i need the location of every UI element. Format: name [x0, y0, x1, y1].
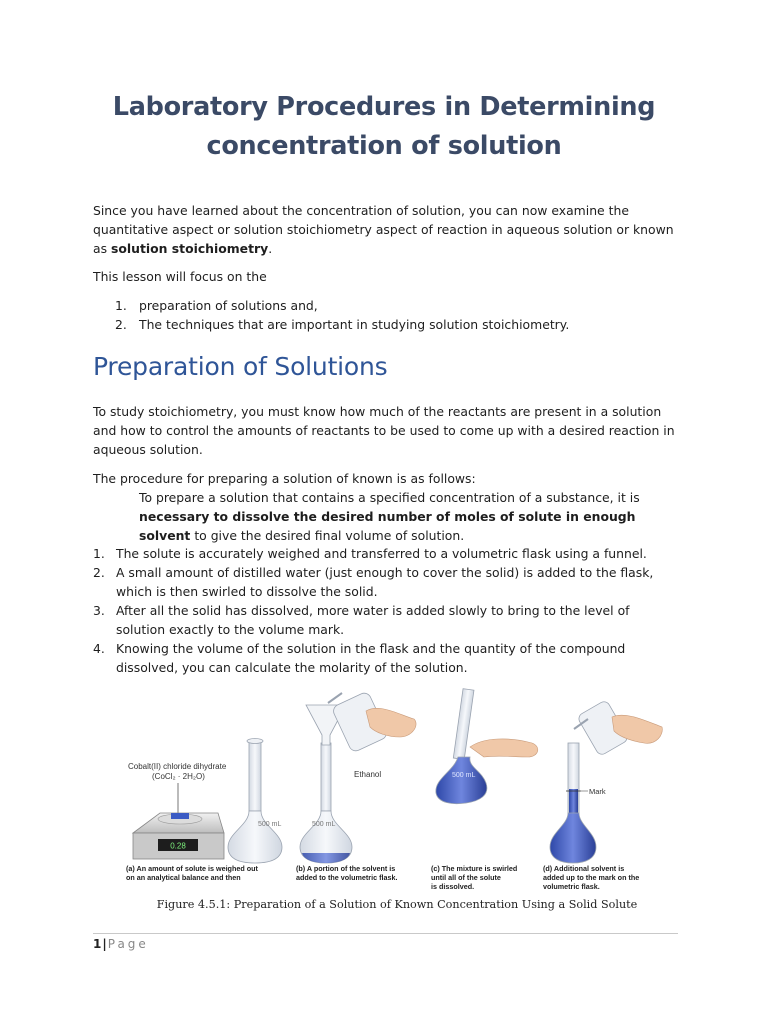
list-item — [93, 296, 678, 315]
panel-a — [126, 762, 259, 882]
panel-c-caption-1: (c) The mixture is swirled — [431, 864, 518, 873]
flask-volume-label: 500 mL — [452, 772, 476, 779]
list-number: 1. — [115, 298, 127, 313]
list-text: The techniques that are important in studying solution stoichiometry. — [139, 317, 570, 332]
panel-c-caption-2: until all of the solute — [431, 873, 501, 882]
procedure-note — [139, 488, 679, 545]
ethanol-wash-bottle-icon — [328, 691, 416, 753]
figure-caption: Figure 4.5.1: Preparation of a Solution of Known Concentration Using a Solid Solute — [156, 898, 638, 911]
panel-d-caption-1: (d) Additional solvent is — [543, 864, 625, 873]
section-paragraph: To study stoichiometry, you must know how much of the reactants are present in a solution and how to control the amounts of reactants to be used to come up with a desired reaction in aqueous solution. — [93, 404, 675, 457]
step-number: 3. — [93, 603, 105, 618]
footer-divider — [93, 933, 678, 934]
footer-separator: | — [102, 937, 107, 951]
intro-paragraph — [93, 201, 678, 258]
panel-b-caption-1: (b) A portion of the solvent is — [296, 864, 396, 873]
panel-b — [296, 691, 416, 882]
solute-label-line2: (CoCl₂ · 2H₂O) — [152, 772, 205, 781]
panel-c — [431, 689, 538, 891]
panel-a-caption-2: on an analytical balance and then — [126, 873, 241, 882]
panel-b-caption-2: added to the volumetric flask. — [296, 873, 398, 882]
list-text: preparation of solutions and, — [139, 298, 318, 313]
list-number: 2. — [115, 317, 127, 332]
step-item — [93, 563, 678, 601]
focus-intro: This lesson will focus on the — [93, 269, 267, 284]
panel-a-caption-1: (a) An amount of solute is weighed out — [126, 864, 258, 873]
solute-sample — [171, 813, 189, 819]
title-line-1: Laboratory Procedures in Determining — [112, 92, 656, 122]
balance-reading: 0.28 — [170, 841, 186, 851]
filled-flask-icon — [550, 743, 596, 863]
mark-label: Mark — [589, 787, 606, 796]
note-text-end: to give the desired final volume of solution. — [190, 528, 465, 543]
intro-text: Since you have learned about the concentration of solution, you can now examine the quantitative aspect or solution stoichiometry aspect of reaction in aqueous solution or known as — [93, 203, 674, 256]
step-text: After all the solid has dissolved, more water is added slowly to bring to the level of solution exactly to the volume mark. — [116, 603, 630, 637]
note-text: To prepare a solution that contains a specified concentration of a substance, it is — [139, 490, 640, 505]
step-number: 2. — [93, 565, 105, 580]
section-heading: Preparation of Solutions — [93, 352, 388, 381]
panel-d — [543, 700, 662, 891]
note-bold: necessary to dissolve the desired number of moles of solute in enough solvent — [139, 509, 636, 543]
page-word: Page — [107, 937, 149, 951]
step-item — [93, 544, 678, 563]
step-text: The solute is accurately weighed and transferred to a volumetric flask using a funnel. — [116, 546, 647, 561]
step-text: A small amount of distilled water (just enough to cover the solid) is added to the flask, which is then swirled to dissolve the solid. — [116, 565, 654, 599]
page-footer — [93, 936, 149, 952]
procedure-steps — [93, 544, 678, 677]
document-title — [60, 88, 708, 166]
step-item — [93, 601, 678, 639]
title-line-2: concentration of solution — [206, 131, 562, 161]
panel-d-caption-2: added up to the mark on the — [543, 873, 640, 882]
page-number: 1 — [93, 937, 102, 951]
procedure-intro: The procedure for preparing a solution of known is as follows: — [93, 471, 476, 486]
wash-bottle-icon — [574, 700, 662, 757]
step-number: 4. — [93, 641, 105, 656]
ethanol-label: Ethanol — [354, 770, 382, 779]
flask-volume-label: 500 mL — [312, 821, 336, 828]
hand-icon — [470, 739, 538, 757]
solute-label-line1: Cobalt(II) chloride dihydrate — [128, 762, 227, 771]
intro-text-end: . — [268, 241, 273, 256]
panel-d-caption-3: volumetric flask. — [543, 882, 600, 891]
preparation-figure — [118, 685, 666, 895]
intro-bold-term: solution stoichiometry — [111, 241, 269, 256]
step-number: 1. — [93, 546, 105, 561]
flask-volume-label: 500 mL — [258, 821, 282, 828]
panel-c-caption-3: is dissolved. — [431, 882, 475, 891]
analytical-balance-icon — [133, 813, 224, 859]
step-item — [93, 639, 678, 677]
step-text: Knowing the volume of the solution in the flask and the quantity of the compound dissolved, you can calculate the molarity of the solution. — [116, 641, 626, 675]
focus-list — [93, 296, 678, 334]
empty-volumetric-flask-icon — [228, 739, 282, 864]
list-item — [93, 315, 678, 334]
